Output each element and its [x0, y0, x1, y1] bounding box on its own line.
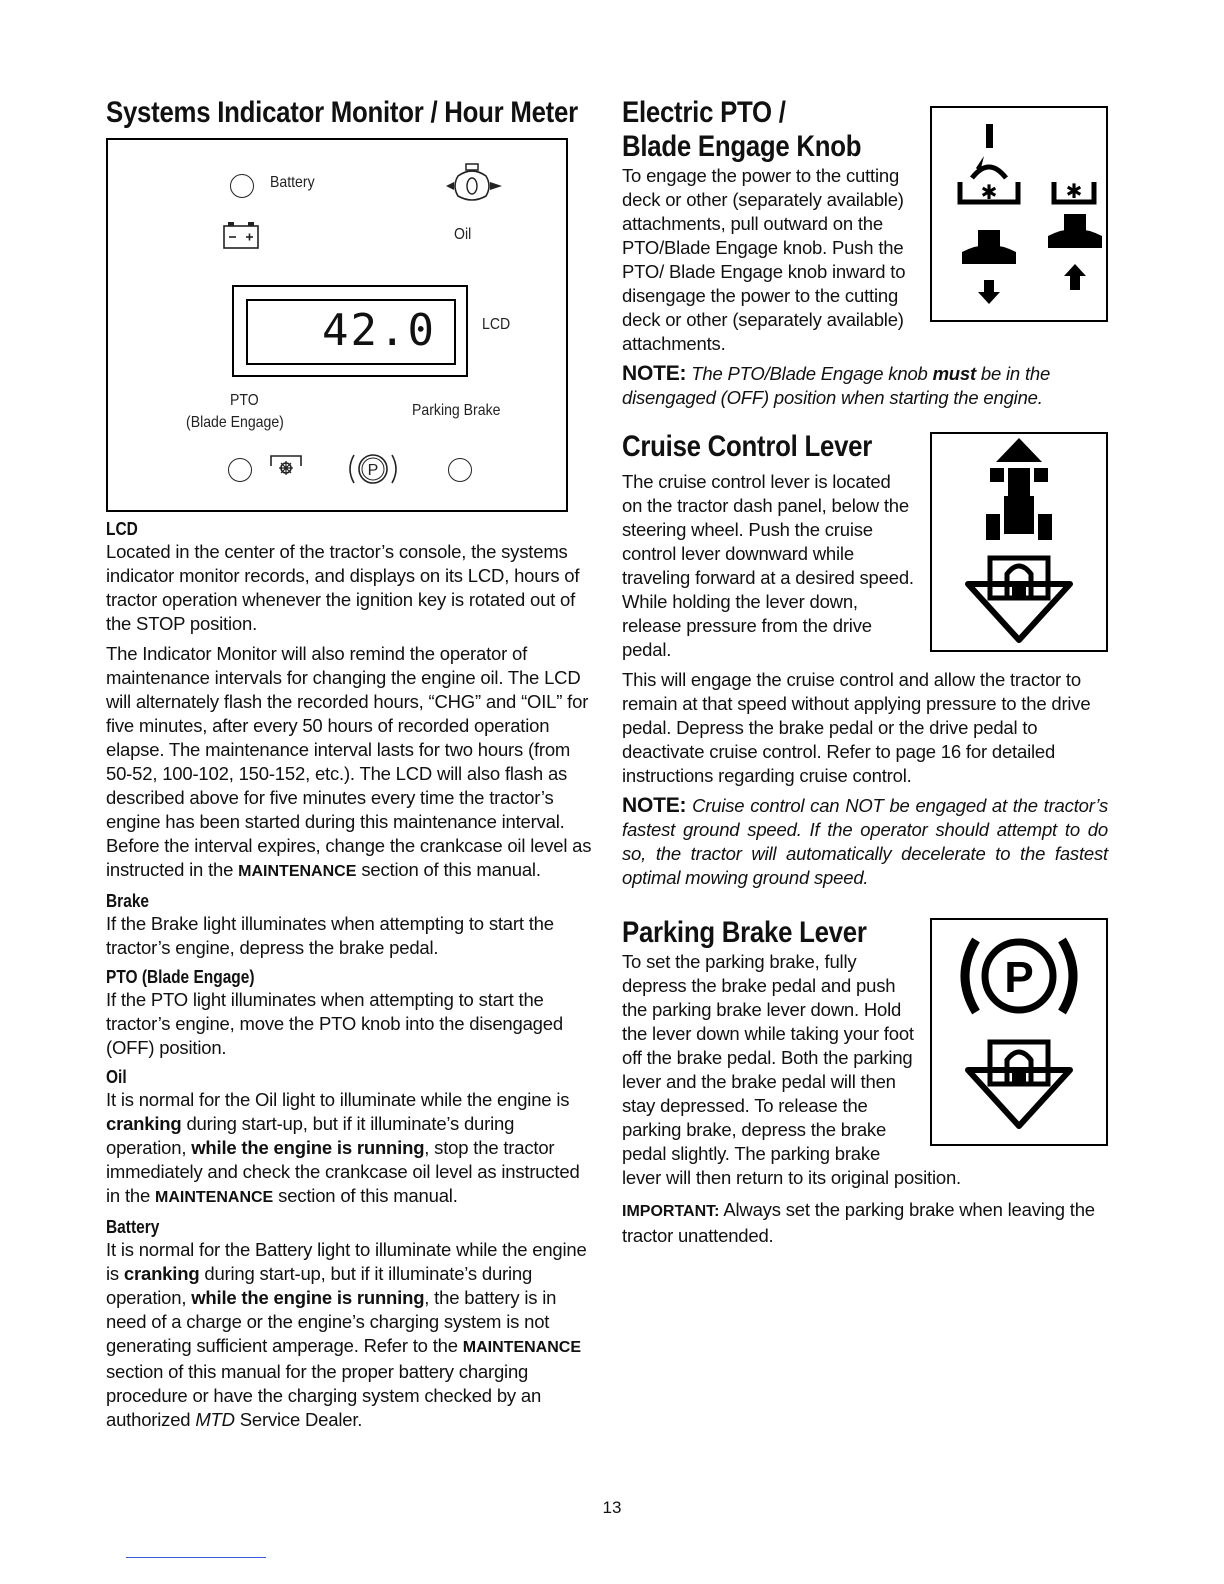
maintenance-keyword: MAINTENANCE — [462, 1339, 581, 1356]
lcd-paragraph-1: Located in the center of the tractor’s console, the systems indicator monitor records, and displays on its LCD, hours of tractor operation whenever the ignition key is rotated out of the STOP position. — [106, 541, 580, 634]
parking-brake-lever-icon — [930, 918, 1108, 1146]
note-label: NOTE: — [622, 794, 687, 817]
note-label: NOTE: — [622, 362, 687, 385]
battery-text-d: , the battery is in need of a charge or the engine’s charging system is not generating sufficient amperage. Refer to the — [106, 1287, 557, 1356]
oil-can-icon — [444, 162, 506, 206]
cruise-paragraph-2: This will engage the cruise control and allow the tractor to remain at that speed without applying pressure to the drive pedal. Depress the brake pedal or the drive pedal to deactivate cruise control. Refer to page 16 for detailed instructions regarding cruise control. — [622, 669, 1091, 786]
oil-heading: Oil — [106, 1067, 127, 1087]
parking-brake-icon — [344, 450, 402, 488]
parking-paragraph: To set the parking brake, fully depress the brake pedal and push the parking brake lever down. Hold the lever down while taking your foot off the brake pedal. Both the parking lever and the brake pedal will then stay depressed. To release the parking brake, depress the brake pedal slightly. The parking brake lever will then return to its original position. — [622, 951, 961, 1188]
oil-text-e: section of this manual. — [273, 1185, 458, 1206]
cruise-note — [622, 794, 1108, 890]
brake-heading: Brake — [106, 891, 150, 911]
battery-icon — [222, 220, 260, 250]
parking-brake-label: Parking Brake — [412, 402, 501, 419]
cruise-control-title: Cruise Control Lever — [622, 430, 873, 463]
lcd-p2-end: section of this manual. — [356, 859, 541, 880]
lcd-p2-text: The Indicator Monitor will also remind the operator of maintenance intervals for changing the engine oil. The LCD will alternately flash the recorded hours, “CHG” and “OIL” for five minutes, after every 50 hours of recorded operation elapse. The maintenance interval lasts for two hours (from 50-52, 100-102, 150-152, etc.). The LCD will also flash as described above for five minutes every time the tractor’s engine has been started during this maintenance interval. Before the interval expires, change the crankcase oil level as instructed in the — [106, 643, 592, 880]
lcd-display-frame — [232, 285, 468, 377]
lcd-hours-value: 42.0 — [322, 305, 436, 356]
battery-heading: Battery — [106, 1217, 160, 1237]
battery-running: while the engine is running — [191, 1287, 425, 1308]
important-text: Always set the parking brake when leaving the tractor unattended. — [622, 1199, 1095, 1246]
battery-paragraph — [106, 1238, 592, 1432]
oil-label: Oil — [454, 226, 472, 243]
left-column — [106, 96, 592, 1438]
battery-text-e: section of this manual for the proper battery charging procedure or have the charging system checked by an authorized — [106, 1361, 542, 1430]
pto-knob-title-2: Blade Engage Knob — [622, 130, 862, 163]
pto-indicator-light — [228, 458, 252, 482]
note-text: The PTO/Blade Engage knob — [686, 363, 933, 384]
svg-text:✱: ✱ — [1065, 179, 1083, 203]
note-emphasis: must — [932, 363, 976, 384]
mtd-brand: MTD — [195, 1409, 235, 1430]
brake-paragraph: If the Brake light illuminates when attempting to start the tractor’s engine, depress the brake pedal. — [106, 913, 554, 958]
right-column — [622, 96, 1108, 1254]
battery-text-c: during start-up, but if it illuminate’s during operation, — [106, 1263, 533, 1308]
parking-important — [622, 1198, 1108, 1248]
note-text: Cruise control can NOT be engaged at the tractor’s fastest ground speed. If the operator should attempt to do so, the tractor will automatically decelerate to the fastest optimal mowing ground speed. — [622, 795, 1108, 888]
pto-label-sub: (Blade Engage) — [186, 414, 284, 431]
indicator-monitor-diagram — [106, 138, 568, 512]
pto-knob-title-1: Electric PTO / — [622, 96, 786, 129]
oil-running: while the engine is running — [191, 1137, 425, 1158]
oil-cranking: cranking — [106, 1113, 182, 1134]
footer-rule — [126, 1557, 266, 1558]
parking-brake-title: Parking Brake Lever — [622, 916, 867, 949]
svg-text:✱: ✱ — [980, 180, 998, 204]
svg-text:P: P — [367, 462, 379, 479]
important-label: IMPORTANT: — [622, 1203, 720, 1220]
battery-text-f: Service Dealer. — [234, 1409, 363, 1430]
lcd-paragraph-2 — [106, 642, 592, 884]
oil-text-d: , stop the tractor immediately and check the crankcase oil level as instructed in the — [106, 1137, 580, 1206]
battery-label: Battery — [270, 174, 315, 191]
pto-icon — [268, 452, 304, 478]
battery-indicator-light — [230, 174, 254, 198]
cruise-control-icon — [930, 432, 1108, 652]
pto-heading: PTO (Blade Engage) — [106, 967, 255, 987]
battery-text-a: It is normal for the Battery light to illuminate while the engine is — [106, 1239, 587, 1284]
pto-knob-note — [622, 362, 1108, 410]
lcd-label: LCD — [482, 316, 511, 333]
pto-label: PTO — [230, 392, 259, 409]
battery-cranking: cranking — [123, 1263, 200, 1284]
oil-text-c: during start-up, but if it illuminate’s during operation, — [106, 1113, 515, 1158]
maintenance-keyword: MAINTENANCE — [238, 863, 357, 880]
oil-text-a: It is normal for the Oil light to illuminate while the engine is — [106, 1089, 570, 1110]
note-text-end: be in the disengaged (OFF) position when starting the engine. — [622, 363, 1051, 408]
maintenance-keyword: MAINTENANCE — [155, 1189, 274, 1206]
oil-paragraph — [106, 1088, 592, 1210]
parking-brake-indicator-light — [448, 458, 472, 482]
lcd-display — [246, 299, 456, 365]
cruise-paragraph-1: The cruise control lever is located on the tractor dash panel, below the steering wheel. Push the cruise control lever downward while traveling forward at a desired speed. While holding the lever down, release pressure from the drive pedal. — [622, 471, 914, 660]
pto-paragraph: If the PTO light illuminates when attempting to start the tractor’s engine, move the PTO knob into the disengaged (OFF) position. — [106, 989, 563, 1058]
svg-text:P: P — [1004, 953, 1034, 1002]
page-number: 13 — [602, 1498, 622, 1517]
lcd-heading: LCD — [106, 519, 138, 539]
monitor-title: Systems Indicator Monitor / Hour Meter — [106, 96, 578, 129]
pto-knob-paragraph: To engage the power to the cutting deck or other (separately available) attachments, pull outward on the PTO/Blade Engage knob. Push the PTO/ Blade Engage knob inward to disengage the power to the cutting deck or other (separately available) attachments. — [622, 165, 906, 354]
